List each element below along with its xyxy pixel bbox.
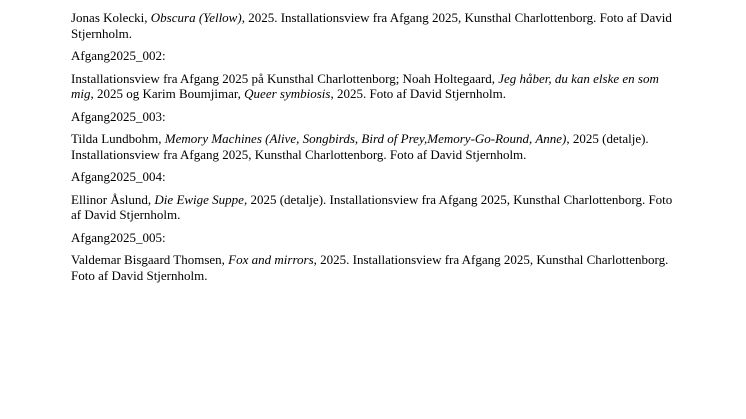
image-id-label [71,169,681,185]
caption-paragraph [71,10,681,41]
caption-work-title: Obscura (Yellow) [150,10,242,25]
caption-paragraph [71,192,681,223]
caption-details: , 2025. Foto af David Stjernholm. [330,86,506,101]
caption-work-title: Queer symbiosis [244,86,331,101]
caption-artist: Tilda Lundbohm, [71,131,165,146]
caption-work-title: Jeg håber, du kan elske en som mig [71,70,659,101]
image-id-text: Afgang2025_003: [71,108,166,124]
caption-details: , 2025 og Karim Boumjimar, [90,86,245,101]
image-id-label [71,230,681,246]
caption-artist: Jonas Kolecki, [71,10,151,25]
caption-details: , 2025 (detalje). Installationsview fra Afgang 2025, Kunsthal Charlottenborg. Foto af David Stjernholm. [71,191,673,222]
image-id-text: Afgang2025_005: [71,229,166,245]
image-id-label [71,109,681,125]
caption-work-title: Memory Machines (Alive, Songbirds, Bird of Prey,Memory-Go-Round, Anne) [164,131,567,146]
caption-artist: Valdemar Bisgaard Thomsen, [71,252,229,267]
caption-details: , 2025. Installationsview fra Afgang 2025, Kunsthal Charlottenborg. Foto af David Stjernholm. [71,252,669,283]
caption-paragraph [71,252,681,283]
caption-work-title: Fox and mirrors [228,252,314,267]
image-id-text: Afgang2025_004: [71,169,166,184]
image-id-label [71,48,681,64]
image-id-text: Afgang2025_002: [71,48,166,63]
caption-details: , 2025 (detalje). Installationsview fra Afgang 2025, Kunsthal Charlottenborg. Foto af David Stjernholm. [71,131,649,162]
caption-artist: Ellinor Åslund, [71,191,155,207]
caption-details: , 2025. Installationsview fra Afgang 2025, Kunsthal Charlottenborg. Foto af David Stjernholm. [71,10,672,41]
document-body [71,10,681,290]
caption-details: Installationsview fra Afgang 2025 på Kunsthal Charlottenborg; Noah Holtegaard, [71,70,499,86]
caption-paragraph [71,131,681,162]
caption-work-title: Die Ewige Suppe [154,191,244,207]
caption-paragraph [71,71,681,102]
